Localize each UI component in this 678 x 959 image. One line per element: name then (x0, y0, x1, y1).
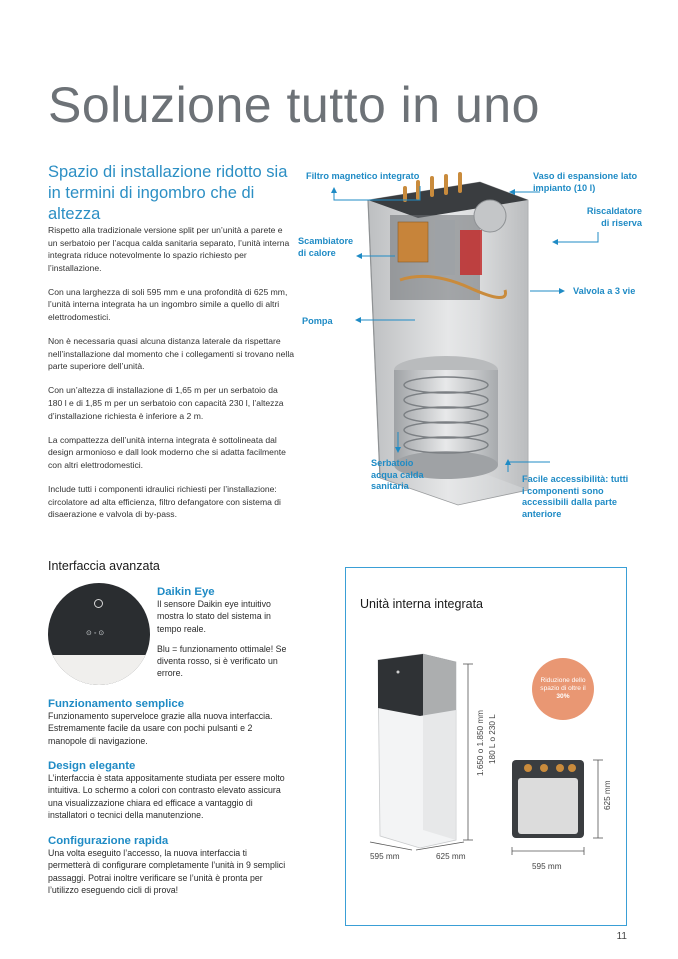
front-width-dimension: 595 mm (370, 852, 400, 861)
paragraph: Include tutti i componenti idraulici richiesti per l’installazione: circolatore ad alta efficienza, filtro defangatore con sistema di disaerazione e valvola di by-pass. (48, 484, 281, 520)
controller-image (48, 583, 150, 685)
unit-top-view (506, 754, 616, 844)
top-depth-dimension: 625 mm (603, 780, 612, 810)
paragraph: La compattezza dell’unità interna integrata è sottolineata dal design armonioso e dall look moderno che si adatta facilmente con altri elettrodomestici. (48, 434, 286, 470)
body-text (48, 224, 294, 532)
badge-value: 30% (556, 693, 570, 701)
unit-box-title: Unità interna integrata (360, 597, 483, 611)
paragraph: Con un’altezza di installazione di 1,65 m per un serbatoio da 180 l e di 1,85 m per un serbatoio con capacità 230 l, l’altezza d’installazione richiesta è inferiore a 2 m. (48, 385, 284, 421)
daikin-eye-text: Il sensore Daikin eye intuitivo mostra lo stato del sistema in tempo reale. (157, 599, 271, 634)
paragraph: Con una larghezza di soli 595 mm e una profondità di 625 mm, l’unità interna integrata ha un ingombro simile a quello di altri elettrodomestici. (48, 286, 288, 323)
section-subtitle: Spazio di installazione ridotto sia in termini di ingombro che di altezza (48, 163, 288, 223)
feature-title: Design elegante (48, 760, 136, 772)
hot-water-tank (394, 370, 498, 465)
height-dimension: 1.650 o 1.850 mm (476, 710, 485, 776)
interface-heading: Interfaccia avanzata (48, 559, 160, 573)
capacity-dimension: 180 L o 230 L (488, 714, 497, 764)
feature-text: Una volta eseguito l’accesso, la nuova interfaccia ti permetterà di configurare completamente l’unità in 9 semplici passaggi. Potrai inoltre verificare se l’unità è pronta per l’utilizzo eseguendo cicli di prova! (48, 848, 286, 895)
feature-title: Funzionamento semplice (48, 698, 185, 710)
callout-scambiatore: Scambiatore di calore (298, 236, 354, 258)
callout-pompa: Pompa (302, 316, 333, 326)
daikin-eye-block (157, 586, 292, 680)
top-width-dimension: 595 mm (532, 862, 562, 871)
callout-filtro: Filtro magnetico integrato (306, 171, 420, 181)
paragraph: Non è necessaria quasi alcuna distanza laterale da rispettare nell’installazione dal momento che i collegamenti si trovano nella parte superiore dell’unità. (48, 336, 295, 372)
daikin-eye-title: Daikin Eye (157, 586, 215, 598)
control-buttons-icon: ⊙◦⊙ (86, 630, 107, 637)
page-title: Soluzione tutto in uno (48, 77, 540, 133)
feature-title: Configurazione rapida (48, 835, 169, 847)
paragraph: Rispetto alla tradizionale versione split per un’unità a parete e un serbatoio per l’acqua calda sanitaria separato, l’unità interna integrata riduce notevolmente lo spazio richiesto per l’installazione. (48, 225, 290, 273)
feature-block (48, 835, 288, 896)
height-dimension-line (458, 658, 478, 848)
feature-text: Funzionamento superveloce grazie alla nuova interfaccia. Estremamente facile da usare con pochi pulsanti e 2 manopole di navigazione. (48, 711, 273, 746)
daikin-eye-note: Blu = funzionamento ottimale! Se diventa rosso, si è verificato un errore. (157, 643, 287, 679)
daikin-eye-icon (94, 599, 103, 608)
top-width-line (506, 846, 596, 856)
page-number: 11 (616, 931, 627, 942)
feature-text: L’interfaccia è stata appositamente studiata per essere molto intuitiva. Lo schermo a colori con contrasto elevato assicura una visualizzazione chiara ed efficace a vantaggio di installatori o tecnici della manutenzione. (48, 773, 285, 820)
callout-serbatoio: Serbatoio acqua calda sanitaria (371, 458, 424, 491)
callout-vaso: Vaso di espansione lato impianto (10 l) (533, 171, 638, 193)
expansion-vessel (474, 200, 506, 232)
callout-valvola: Valvola a 3 vie (573, 286, 636, 296)
side-depth-dimension: 625 mm (436, 852, 466, 861)
space-reduction-badge (532, 658, 594, 720)
feature-block (48, 698, 288, 747)
feature-block (48, 760, 288, 821)
unit-dimensions-box (345, 567, 627, 926)
badge-text: Riduzione dello spazio di oltre il (540, 676, 586, 692)
callout-accessibilita: Facile accessibilità: tutti i componenti sono accessibili dalla parte anteriore (522, 474, 629, 519)
heat-exchanger (398, 222, 428, 262)
callout-riscaldatore: Riscaldatore di riserva (586, 206, 642, 228)
